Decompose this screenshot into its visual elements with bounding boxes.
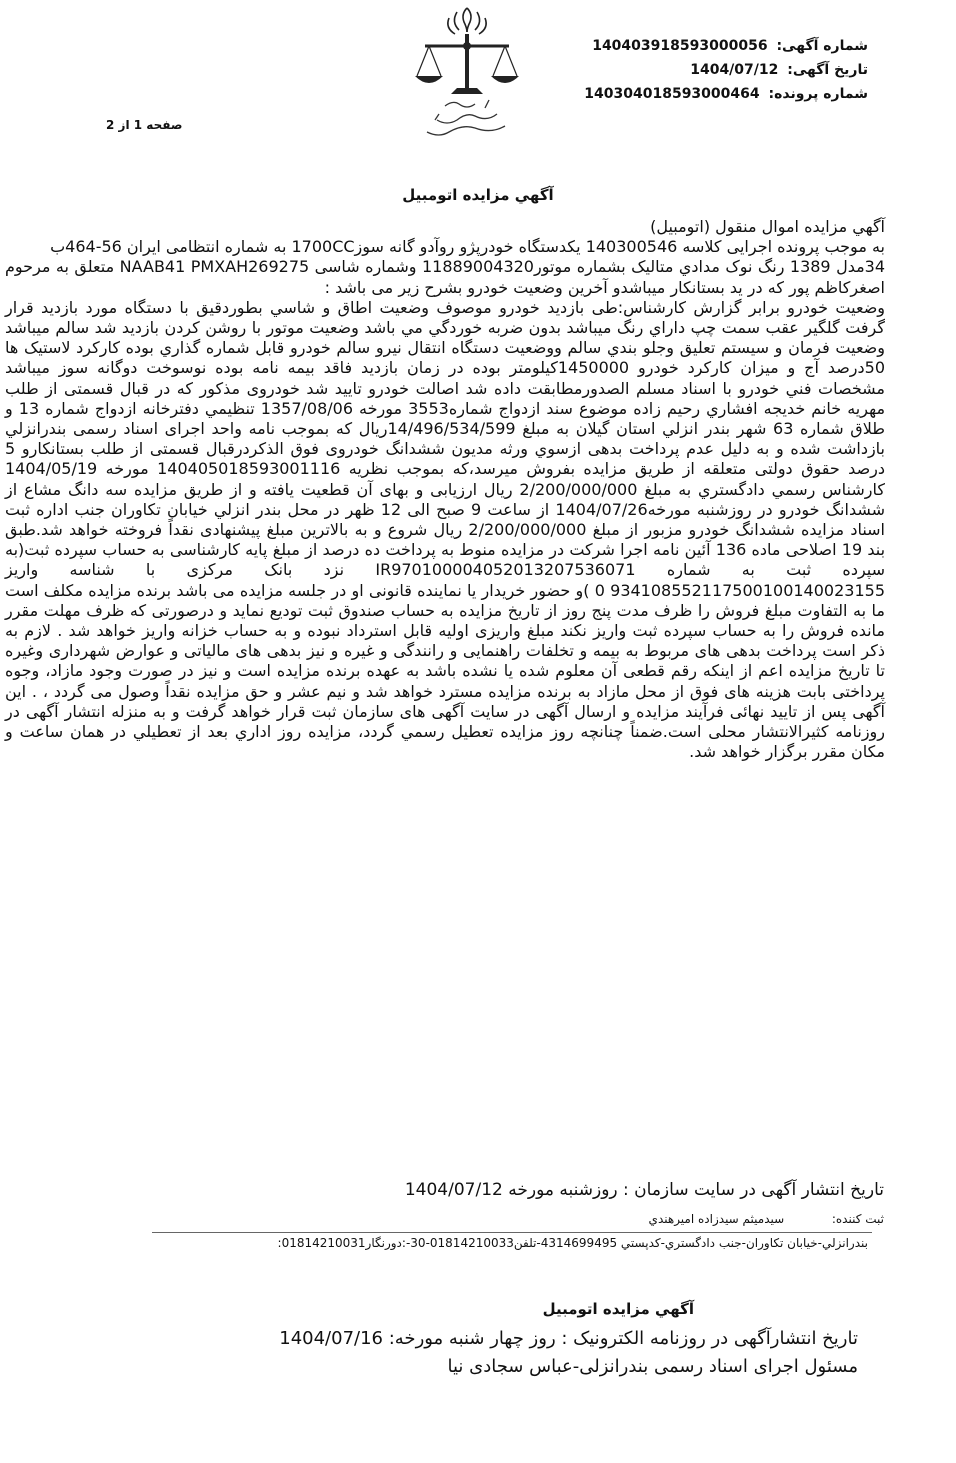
file-number-line <box>568 82 868 106</box>
file-number-label: شماره پرونده: <box>768 86 868 102</box>
electronic-publish-line: تاریخ انتشارآگهی در روزنامه الکترونیک : روز چهار شنبه مورخه: 1404/07/16 <box>279 1328 858 1349</box>
office-address: بندرانزلي-خیابان تکاوران-جنب دادگستري-کدپستي 4314699495-تلفن01814210033-30-:دورنگار01814210031: <box>277 1236 868 1250</box>
ad-date-line <box>568 58 868 82</box>
ad-date: 1404/07/12 <box>690 62 779 78</box>
body-paragraph-1: آگهي مزايده اموال منقول (اتومبيل) <box>650 217 885 236</box>
footer-title: آگهي مزايده اتومبيل <box>542 1300 694 1318</box>
ad-body <box>5 217 885 762</box>
registrar-label: ثبت کننده: <box>831 1212 884 1226</box>
publish-date-line: تاریخ انتشار آگهی در سایت سازمان : روزشنبه مورخه 1404/07/12 <box>404 1180 884 1200</box>
registrar <box>649 1212 884 1226</box>
judiciary-emblem-icon <box>405 2 530 142</box>
responsible-official: مسئول اجرای اسناد رسمی بندرانزلی-عباس سجادی نیا <box>447 1356 858 1377</box>
page-number: صفحه 1 از 2 <box>106 118 183 132</box>
ad-number-label: شماره آگهی: <box>776 38 868 54</box>
file-number: 140304018593000464 <box>584 86 760 102</box>
ad-number: 140403918593000056 <box>592 38 768 54</box>
divider <box>152 1232 872 1233</box>
ad-meta <box>568 34 868 106</box>
document-title: آگهي مزايده اتومبيل <box>402 186 554 204</box>
body-paragraph-3: 34مدل 1389 رنگ نوک مدادي متالیک بشماره موتور11889004320 وشماره شاسی NAAB41 PMXAH269275 متعلق به مرحوم اصغرکاظم پور که در ید بستانکار میباشدو آخرین وضعیت خودرو بشرح زیر می باشد : <box>5 257 886 297</box>
registrar-name: سیدمیثم سیدزاده امیرهندي <box>648 1212 785 1226</box>
body-paragraph-2: به موجب پرونده اجرایی کلاسه 140300546 یکدستگاه خودرپژو روآدو گانه سوز1700CC به شماره انتظامی ایران 56-464ب <box>50 237 885 257</box>
body-paragraph-4: وضعیت خودرو برابر گزارش کارشناس:طی بازدید خودرو موصوف وضعیت اطاق و شاسي بطوردقیق با دستگاه مورد بازدید قرار گرفت گلگیر عقب سمت چپ داراي رنگ میباشد بدون ضربه خوردگي مي باشد وضعیت موتور با روشن کردن بازدید شد سالم میباشد وضعیت فرمان و سیستم تعلیق وجلو بندي سالم ووضعیت دستگاه انتقال نیرو سالم خودرو قابل شماره گذاري بوده کارکرد لاستیک ها 50درصد آج و میزان کارکرد خودرو 1450000کیلومتر بوده در زمان بازدید فاقد بیمه نامه بوده نوسوخت دوگانه سوز میباشد مشخصات فني خودرو با اسناد مسلم الصدورمطابقت داده شد اصالت خودرو تایید شد خودروی مذکور که در قبال قسمتی از طلب مهریه خانم خدیجه افشاري رحیم زاده موضوع سند ازدواج شماره3553 مورخه 1357/08/06 تنظیمي دفترخانه ازدواج شماره 13 و طلاق شماره 63 شهر بندر انزلي استان گیلان به مبلغ 14/496/534/599ریال که بموجب نامه واحد اجرای اسناد رسمی بندرانزلي بازداشت شده و به دلیل عدم پرداخت بدهی ازسوي ورثه مدیون ششدانگ خودروی فوق الذکردرقبال قسمتی از طلب بستانکارو 5 درصد حقوق دولتی متعلقه از طریق مزایده بفروش میرسد،که بموجب نظریه 140405018593001116 مورخه 1404/05/19 کارشناس رسمي دادگستري به مبلغ 2/200/000/000 ریال ارزیابی و بهای آن قطعیت یافته و از طریق مزایده سه دانگ مشاع از ششدانگ خودرو در روزشنبه مورخه1404/07/26 از ساعت 9 صبح الی 12 ظهر در محل بندر انزلي خیابان تکاوران جنب اداره ثبت اسناد مزایده ششدانگ خودرو مزبور از مبلغ 2/200/000/000 ریال شروع و به بالاترین مبلغ پیشنهادی نقداً فروخته خواهد شد.طبق بند 19 اصلاحی ماده 136 آئین نامه اجرا شرکت در مزایده منوط به پرداخت ده درصد از مبلغ پایه کارشناسی به حساب سپرده ثبت(به سپرده ثبت به شماره IR970100004052013207536071 نزد بانک مرکزی با شناسه واریز 934108552117500100140023155 0 )و حضور خریدار یا نماینده قانونی او در جلسه مزایده می باشد برنده مزایده مکلف است ما به التفاوت مبلغ فروش را ظرف مدت پنج روز از تاریخ مزایده به حساب صندوق ثبت تودیع نماید و درصورتی که ظرف مهلت مقرر مانده فروش را به حساب سپرده ثبت واریز نکند مبلغ واریزی اولیه قابل استرداد نبوده و به حساب خزانه واریز خواهد شد . لازم به ذکر است پرداخت بدهی های مربوط به بیمه و تخلفات راهنمایی و رانندگی و غیره و نیز بدهی های مالیاتی و عوارض شهرداری وغیره تا تاریخ مزایده اعم از اینکه رقم قطعی آن معلوم شده یا نشده باشد به عهده برنده مزایده است و نیز در صورت وجود مازاد، وجوه پرداختی بابت هزینه های فوق از محل مازاد به برنده مزایده مسترد خواهد شد و نیم عشر و حق مزایده نقداً وصول می گردد ، . این آگهی پس از تایید نهائی فرآیند مزایده و ارسال آگهی در سایت آگهی های سازمان ثبت قرار خواهد گرفت و به منزله انتشار آگهی در روزنامه کثیرالانتشار محلی است.ضمناً چنانچه روز مزایده تعطیل رسمي گردد، مزایده روز اداري بعد از تعطیلي در همان ساعت و مکان مقرر برگزار خواهد شد. <box>5 297 886 762</box>
ad-number-line <box>568 34 868 58</box>
ad-date-label: تاریخ آگهی: <box>787 62 868 78</box>
